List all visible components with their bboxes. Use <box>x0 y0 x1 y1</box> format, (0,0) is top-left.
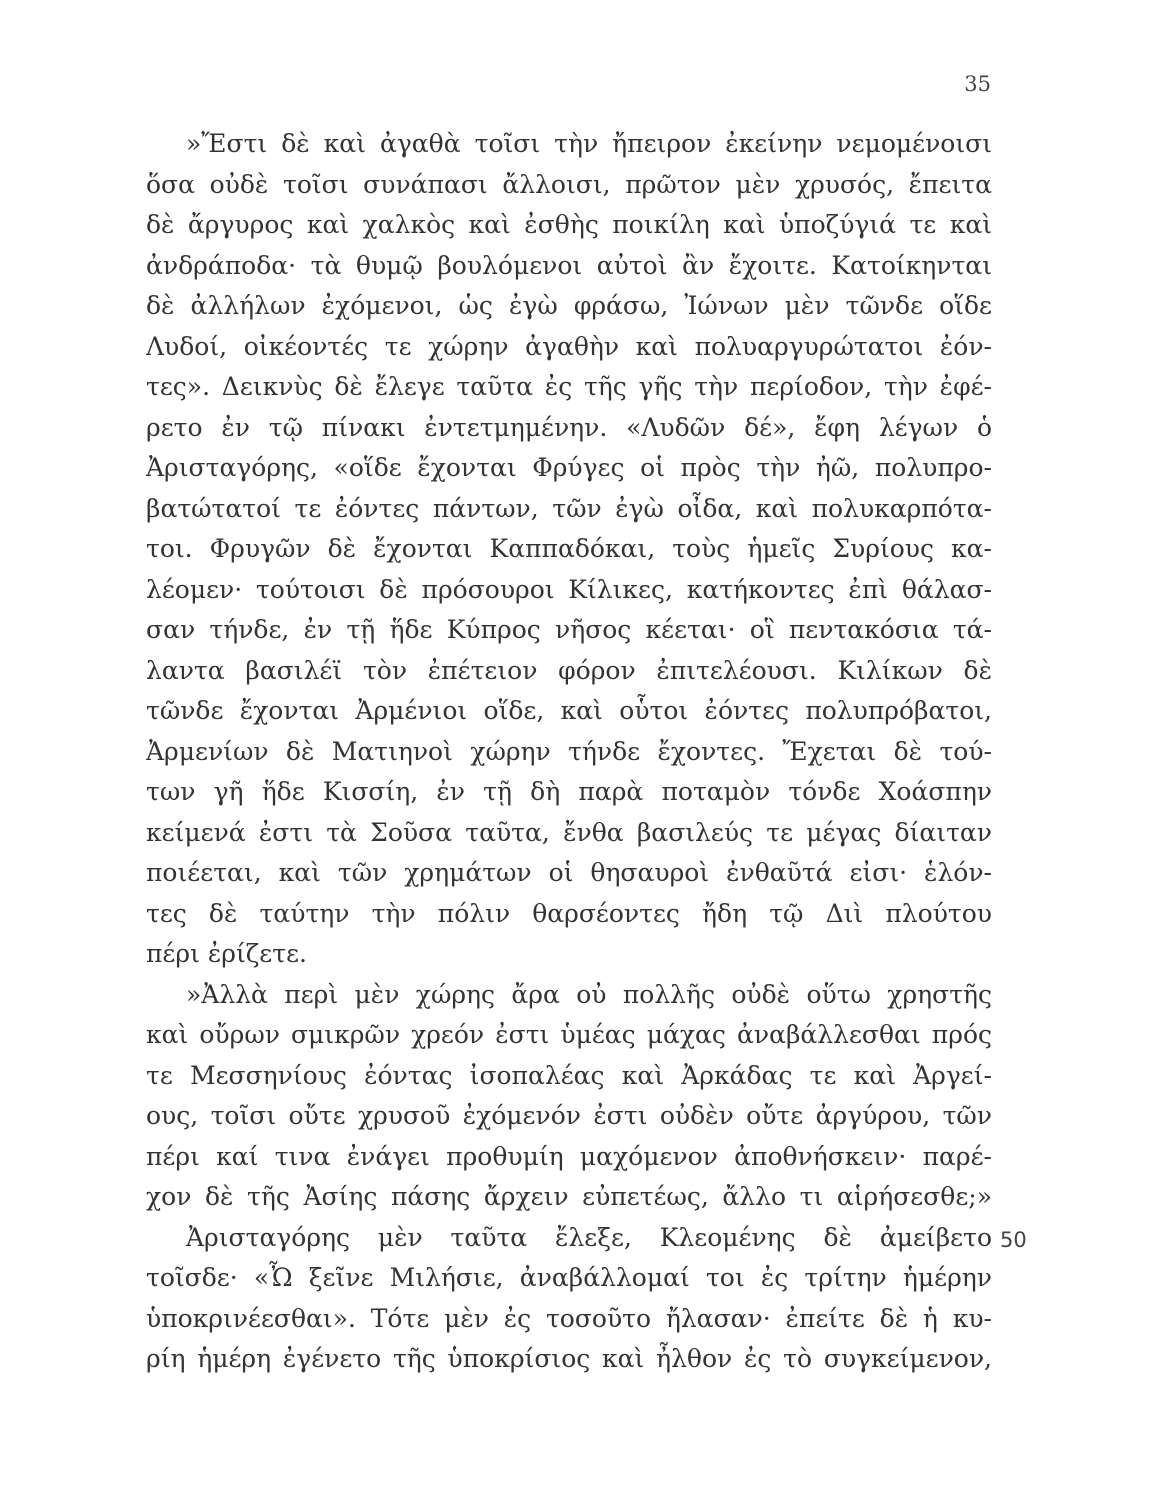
text-line: τες». Δεικνὺς δὲ ἔλεγε ταῦτα ἐς τῆς γῆς τὴν περίοδον, τὴν ἐφέ- <box>146 372 992 401</box>
text-line: σαν τήνδε, ἐν τῇ ἥδε Κύπρος νῆσος κέεται· οἳ πεντακόσια τά- <box>146 615 992 644</box>
text-line: »Ἀλλὰ περὶ μὲν χώρης ἄρα οὐ πολλῆς οὐδὲ οὕτω χρηστῆς <box>186 979 992 1009</box>
text-line: πέρι καί τινα ἐνάγει προθυμίη μαχόμενον ἀποθνήσκειν· παρέ- <box>146 1141 992 1171</box>
text-line: πέρι ἐρίζετε. <box>146 939 307 968</box>
text-line: ους, τοῖσι οὔτε χρυσοῦ ἐχόμενόν ἐστι οὐδὲν οὔτε ἀργύρου, τῶν <box>146 1101 992 1130</box>
text-line: »Ἔστι δὲ καὶ ἀγαθὰ τοῖσι τὴν ἤπειρον ἐκείνην νεμομένοισι <box>186 129 992 158</box>
text-line: Ἀρισταγόρης, «οἵδε ἔχονται Φρύγες οἱ πρὸς τὴν ἠῶ, πολυπρο- <box>146 453 992 482</box>
text-line: ἀνδράποδα· τὰ θυμῷ βουλόμενοι αὐτοὶ ἂν ἔχοιτε. Κατοίκηνται <box>146 250 992 280</box>
text-line: βατώτατοί τε ἐόντες πάντων, τῶν ἐγὼ οἶδα, καὶ πολυκαρπότα- <box>146 493 992 523</box>
text-line: δὲ ἀλλήλων ἐχόμενοι, ὡς ἐγὼ φράσω, Ἰώνων μὲν τῶνδε οἵδε <box>146 291 992 320</box>
text-line: ὑποκρινέεσθαι». Τότε μὲν ἐς τοσοῦτο ἤλασαν· ἐπείτε δὲ ἡ κυ- <box>146 1303 992 1333</box>
text-line: λαντα βασιλέϊ τὸν ἐπέτειον φόρον ἐπιτελέουσι. Κιλίκων δὲ <box>146 655 992 685</box>
text-line: λέομεν· τούτοισι δὲ πρόσουροι Κίλικες, κατήκοντες ἐπὶ θάλασ- <box>146 574 992 604</box>
text-line: ρετο ἐν τῷ πίνακι ἐντετμημένην. «Λυδῶν δέ», ἔφη λέγων ὁ <box>146 412 992 442</box>
text-line: δὲ ἄργυρος καὶ χαλκὸς καὶ ἐσθὴς ποικίλη καὶ ὑποζύγιά τε καὶ <box>146 210 992 239</box>
text-line: Ἀρισταγόρης μὲν ταῦτα ἔλεξε, Κλεομένης δὲ ἀμείβετο <box>186 1222 992 1252</box>
text-line: τοι. Φρυγῶν δὲ ἔχονται Καππαδόκαι, τοὺς ἡμεῖς Συρίους κα- <box>146 534 992 563</box>
text-line: ὅσα οὐδὲ τοῖσι συνάπασι ἄλλοισι, πρῶτον μὲν χρυσός, ἔπειτα <box>146 169 992 199</box>
text-line: κείμενά ἐστι τὰ Σοῦσα ταῦτα, ἔνθα βασιλεύς τε μέγας δίαιταν <box>146 817 992 847</box>
text-line: τε Μεσσηνίους ἐόντας ἰσοπαλέας καὶ Ἀρκάδας τε καὶ Ἀργεί- <box>146 1060 992 1090</box>
text-line: Λυδοί, οἰκέοντές τε χώρην ἀγαθὴν καὶ πολυαργυρώτατοι ἐόν- <box>146 331 992 361</box>
page-number: 35 <box>964 72 991 96</box>
text-line: ποιέεται, καὶ τῶν χρημάτων οἱ θησαυροὶ ἐνθαῦτά εἰσι· ἑλόν- <box>146 858 992 887</box>
greek-text-body <box>146 124 992 1380</box>
text-line: ρίη ἡμέρη ἐγένετο τῆς ὑποκρίσιος καὶ ἦλθον ἐς τὸ συγκείμενον, <box>146 1344 992 1373</box>
text-line: Ἀρμενίων δὲ Ματιηνοὶ χώρην τήνδε ἔχοντες. Ἔχεται δὲ τού- <box>146 736 992 766</box>
text-line: καὶ οὔρων σμικρῶν χρεόν ἐστι ὑμέας μάχας ἀναβάλλεσθαι πρός <box>146 1020 992 1049</box>
text-line: τῶνδε ἔχονται Ἀρμένιοι οἵδε, καὶ οὗτοι ἐόντες πολυπρόβατοι, <box>146 696 992 725</box>
text-line: τοῖσδε· «Ὦ ξεῖνε Μιλήσιε, ἀναβάλλομαί τοι ἐς τρίτην ἡμέρην <box>146 1263 992 1292</box>
text-line: χον δὲ τῆς Ἀσίης πάσης ἄρχειν εὐπετέως, ἄλλο τι αἱρήσεσθε;» <box>146 1182 992 1211</box>
text-line: των γῆ ἥδε Κισσίη, ἐν τῇ δὴ παρὰ ποταμὸν τόνδε Χοάσπην <box>146 777 992 806</box>
text-line: τες δὲ ταύτην τὴν πόλιν θαρσέοντες ἤδη τῷ Διὶ πλούτου <box>146 898 992 928</box>
margin-line-number: 50 <box>1000 1228 1027 1252</box>
